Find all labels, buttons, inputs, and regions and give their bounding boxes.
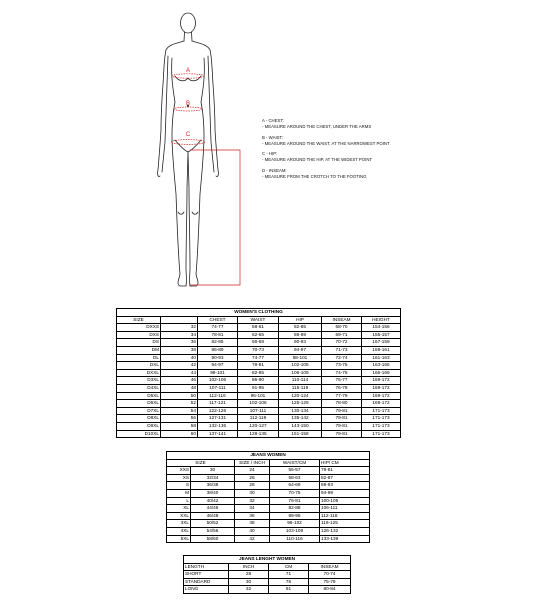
- table-cell: 78-81: [238, 362, 279, 370]
- table-header-row: [167, 459, 370, 467]
- column-header: SIZE: [167, 459, 235, 467]
- figure-knees: [178, 212, 198, 214]
- figure-head: [181, 13, 196, 33]
- table-cell: 106-111: [320, 505, 370, 513]
- table-cell: 96-102: [270, 520, 320, 528]
- table-cell: 46: [161, 377, 198, 385]
- table-cell: 32: [161, 324, 198, 332]
- table-cell: 169-172: [362, 400, 401, 408]
- legend-item-hip: [262, 151, 530, 163]
- legend-desc: - MEASURE FROM THE CROTCH TO THE FOOTING: [262, 173, 367, 179]
- table-cell: D8XL: [117, 415, 161, 423]
- table-cell: 38: [235, 520, 270, 528]
- table-row: [117, 362, 401, 370]
- figure-body-sides: [172, 58, 205, 286]
- table-cell: 103-109: [270, 527, 320, 535]
- table-cell: 70-75: [270, 489, 320, 497]
- table-row: [167, 482, 370, 490]
- column-header: INSEAM: [309, 563, 351, 571]
- table-cell: 96-101: [238, 392, 279, 400]
- column-header: CM: [269, 563, 309, 571]
- table-cell: 125-129: [279, 400, 322, 408]
- table-cell: D7XL: [117, 407, 161, 415]
- table-cell: D5XL: [117, 392, 161, 400]
- chest-measure-line: [172, 74, 204, 78]
- measurement-legend: [262, 118, 530, 184]
- table-cell: 62-65: [238, 331, 279, 339]
- table-row: [167, 489, 370, 497]
- table-cell: 90-93: [198, 354, 238, 362]
- table-cell: 107-111: [198, 384, 238, 392]
- table-row: [117, 415, 401, 423]
- table-cell: 60: [161, 430, 198, 438]
- table-cell: 98-101: [198, 369, 238, 377]
- table-title: WOMEN'S CLOTHING: [117, 309, 401, 317]
- table-header-row: [184, 563, 351, 571]
- table-cell: S: [167, 482, 191, 490]
- table-cell: 78-81: [198, 331, 238, 339]
- table-cell: 71-73: [322, 346, 362, 354]
- table-cell: 68-70: [322, 324, 362, 332]
- table-cell: 58-63: [270, 474, 320, 482]
- table-cell: 81: [269, 586, 309, 594]
- figure-label-b: B: [185, 101, 191, 107]
- table-title-row: [184, 556, 351, 564]
- table-title: JEANS LENGHT WOMEN: [184, 556, 351, 564]
- table-cell: 86-90: [238, 377, 279, 385]
- table-cell: 155-157: [362, 331, 401, 339]
- table-cell: XS: [167, 474, 191, 482]
- column-header: HEIGHT: [362, 316, 401, 324]
- table-cell: 117-121: [198, 400, 238, 408]
- legend-desc: - MEASURE AROUND THE HIP, AT THE WIDEST POINT: [262, 157, 373, 163]
- column-header: [161, 316, 198, 324]
- table-cell: M: [167, 489, 191, 497]
- table-cell: 171-173: [362, 430, 401, 438]
- table-cell: 76: [269, 578, 309, 586]
- table-cell: 30: [229, 578, 269, 586]
- womens-clothing-table: [116, 308, 401, 438]
- legend-desc: - MEASURE AROUND THE WAIST, AT THE NARROWEST POINT: [262, 140, 390, 146]
- table-cell: D6XL: [117, 400, 161, 408]
- table-cell: 77-79: [322, 392, 362, 400]
- table-cell: 119-125: [320, 520, 370, 528]
- table-cell: 30: [191, 467, 235, 475]
- table-cell: 169-172: [362, 392, 401, 400]
- table-cell: 75-79: [309, 578, 351, 586]
- table-row: [117, 384, 401, 392]
- table-cell: 112-119: [238, 415, 279, 423]
- table-row: [117, 422, 401, 430]
- table-cell: 120-124: [279, 392, 322, 400]
- column-header: INCH: [229, 563, 269, 571]
- table-cell: 110-116: [270, 535, 320, 543]
- table-cell: 56: [161, 415, 198, 423]
- table-cell: 157-159: [362, 339, 401, 347]
- table-cell: 154-156: [362, 324, 401, 332]
- column-header: SIZE / INCH: [235, 459, 270, 467]
- table-cell: 40/42: [191, 497, 235, 505]
- legend-desc: - MEASURE AROUND THE CHEST, UNDER THE ARMS: [262, 124, 372, 129]
- table-cell: 102-105: [279, 362, 322, 370]
- table-cell: 86-89: [198, 346, 238, 354]
- table-cell: 102-106: [198, 377, 238, 385]
- table-row: [117, 339, 401, 347]
- table-cell: 166-169: [362, 369, 401, 377]
- table-cell: L: [167, 497, 191, 505]
- table-row: [167, 512, 370, 520]
- table-cell: 137-141: [198, 430, 238, 438]
- table-cell: 46/48: [191, 512, 235, 520]
- table-cell: 30: [235, 489, 270, 497]
- table-cell: D3XL: [117, 377, 161, 385]
- table-row: [117, 324, 401, 332]
- table-cell: 112-118: [320, 512, 370, 520]
- table-cell: 82-85: [198, 339, 238, 347]
- table-cell: 91-95: [238, 384, 279, 392]
- table-cell: 69-71: [322, 331, 362, 339]
- table-cell: D4XL: [117, 384, 161, 392]
- table-cell: 74-77: [238, 354, 279, 362]
- figure-label-a: A: [185, 68, 191, 74]
- table-title-row: [167, 452, 370, 460]
- table-cell: 120-127: [238, 422, 279, 430]
- table-cell: 128-135: [238, 430, 279, 438]
- table-cell: 82-85: [279, 324, 322, 332]
- legend-item-chest: [262, 118, 530, 130]
- table-cell: 133-139: [320, 535, 370, 543]
- table-cell: 79-81: [322, 422, 362, 430]
- table-cell: 135-142: [279, 415, 322, 423]
- table-cell: 107-111: [238, 407, 279, 415]
- table-cell: 171-173: [362, 415, 401, 423]
- table-cell: XL: [167, 505, 191, 513]
- table-cell: 76-81: [270, 497, 320, 505]
- table-cell: 94-97: [279, 346, 322, 354]
- table-cell: 143-150: [279, 422, 322, 430]
- table-cell: 50: [161, 392, 198, 400]
- table-cell: 78-80: [322, 400, 362, 408]
- table-cell: D9XL: [117, 422, 161, 430]
- table-row: [117, 331, 401, 339]
- table-cell: 79-81: [322, 407, 362, 415]
- table-cell: 79-81: [322, 430, 362, 438]
- inseam-measure-line: [190, 150, 240, 285]
- column-header: WAIST/CM: [270, 459, 320, 467]
- column-header: INSEAM: [322, 316, 362, 324]
- table-cell: 169-172: [362, 377, 401, 385]
- table-cell: 94-97: [198, 362, 238, 370]
- table-cell: DL: [117, 354, 161, 362]
- table-cell: 32: [229, 586, 269, 594]
- table-cell: 34: [235, 505, 270, 513]
- table-cell: 42: [235, 535, 270, 543]
- table-cell: 171-173: [362, 407, 401, 415]
- table-cell: 32/34: [191, 474, 235, 482]
- column-header: SIZE: [117, 316, 161, 324]
- table-cell: 110-114: [279, 377, 322, 385]
- table-cell: 52: [161, 400, 198, 408]
- table-cell: 73-75: [322, 362, 362, 370]
- table-cell: 3XL: [167, 520, 191, 528]
- table-cell: 72-74: [322, 354, 362, 362]
- legend-title: C - HIP:: [262, 151, 278, 157]
- table-cell: 161-163: [362, 354, 401, 362]
- table-cell: 82-85: [238, 369, 279, 377]
- table-cell: 40: [235, 527, 270, 535]
- table-cell: 88-93: [320, 482, 370, 490]
- column-header: HIP/ CM: [320, 459, 370, 467]
- table-cell: 50/52: [191, 520, 235, 528]
- table-row: [167, 505, 370, 513]
- table-cell: 40: [161, 354, 198, 362]
- table-cell: DXXL: [117, 369, 161, 377]
- table-cell: 130-134: [279, 407, 322, 415]
- table-cell: 80-84: [309, 586, 351, 594]
- table-cell: 122-126: [198, 407, 238, 415]
- table-cell: 126-132: [320, 527, 370, 535]
- table-cell: 32: [235, 497, 270, 505]
- table-row: [117, 354, 401, 362]
- table-cell: 82-87: [320, 474, 370, 482]
- table-cell: SHORT: [184, 571, 229, 579]
- table-cell: 36/38: [191, 482, 235, 490]
- table-cell: DXL: [117, 362, 161, 370]
- table-cell: 54/56: [191, 527, 235, 535]
- table-cell: 34: [161, 331, 198, 339]
- table-row: [167, 527, 370, 535]
- table-cell: 159-161: [362, 346, 401, 354]
- table-cell: 24: [235, 467, 270, 475]
- table-row: [167, 520, 370, 528]
- table-row: [167, 474, 370, 482]
- table-cell: 58-61: [238, 324, 279, 332]
- table-cell: 112-116: [198, 392, 238, 400]
- table-row: [167, 467, 370, 475]
- table-cell: 75-77: [322, 377, 362, 385]
- body-measurement-figure: [150, 12, 260, 294]
- table-title: JEANS WOMEN: [167, 452, 370, 460]
- table-cell: 28: [229, 571, 269, 579]
- column-header: WAIST: [238, 316, 279, 324]
- table-cell: LONG: [184, 586, 229, 594]
- table-cell: 42: [161, 362, 198, 370]
- column-header: LENGTH: [184, 563, 229, 571]
- table-cell: 79-81: [322, 415, 362, 423]
- table-row: [117, 369, 401, 377]
- table-cell: 54: [161, 407, 198, 415]
- table-cell: 86-89: [279, 331, 322, 339]
- table-cell: STANDARD: [184, 578, 229, 586]
- table-cell: 132-136: [198, 422, 238, 430]
- table-row: [117, 392, 401, 400]
- table-cell: 76-78: [322, 384, 362, 392]
- table-row: [184, 586, 351, 594]
- table-cell: 100-105: [320, 497, 370, 505]
- table-cell: D10XL: [117, 430, 161, 438]
- table-cell: 70-72: [322, 339, 362, 347]
- table-cell: 5XL: [167, 535, 191, 543]
- figure-label-c: C: [185, 132, 191, 138]
- table-cell: 171-173: [362, 422, 401, 430]
- table-cell: 169-172: [362, 384, 401, 392]
- table-cell: XXL: [167, 512, 191, 520]
- table-cell: 82-88: [270, 505, 320, 513]
- table-cell: 44/46: [191, 505, 235, 513]
- table-cell: 58: [161, 422, 198, 430]
- table-cell: 38: [161, 346, 198, 354]
- table-cell: 38/40: [191, 489, 235, 497]
- jeans-women-table: [166, 451, 370, 543]
- table-row: [117, 377, 401, 385]
- table-cell: DM: [117, 346, 161, 354]
- table-cell: 70-73: [238, 346, 279, 354]
- table-cell: 151-158: [279, 430, 322, 438]
- legend-item-inseam: [262, 168, 530, 180]
- table-cell: 74-77: [198, 324, 238, 332]
- table-cell: 106-109: [279, 369, 322, 377]
- table-cell: 79-81: [320, 467, 370, 475]
- table-cell: 102-106: [238, 400, 279, 408]
- legend-title: A - CHEST:: [262, 118, 284, 123]
- table-cell: DXS: [117, 331, 161, 339]
- table-cell: 36: [161, 339, 198, 347]
- table-cell: 64-69: [270, 482, 320, 490]
- table-cell: 89-95: [270, 512, 320, 520]
- table-cell: 48: [161, 384, 198, 392]
- table-row: [184, 578, 351, 586]
- legend-title: D - INSEAM:: [262, 167, 287, 173]
- table-cell: 163-165: [362, 362, 401, 370]
- table-cell: XXS: [167, 467, 191, 475]
- legend-title: B - WAIST:: [262, 134, 283, 140]
- table-cell: 115-119: [279, 384, 322, 392]
- column-header: HIP: [279, 316, 322, 324]
- table-cell: DS: [117, 339, 161, 347]
- table-title-row: [117, 309, 401, 317]
- table-row: [184, 571, 351, 579]
- table-cell: 4XL: [167, 527, 191, 535]
- table-header-row: [117, 316, 401, 324]
- table-cell: 44: [161, 369, 198, 377]
- table-cell: 127-131: [198, 415, 238, 423]
- table-cell: 74-76: [322, 369, 362, 377]
- table-row: [117, 430, 401, 438]
- table-cell: 66-69: [238, 339, 279, 347]
- table-row: [117, 407, 401, 415]
- table-cell: 58/60: [191, 535, 235, 543]
- table-cell: 71: [269, 571, 309, 579]
- table-cell: 36: [235, 512, 270, 520]
- table-cell: 90-93: [279, 339, 322, 347]
- table-cell: 26: [235, 474, 270, 482]
- table-row: [167, 497, 370, 505]
- legend-item-waist: [262, 135, 530, 147]
- table-row: [117, 346, 401, 354]
- table-cell: 28: [235, 482, 270, 490]
- table-row: [167, 535, 370, 543]
- hip-measure-line: [171, 140, 205, 145]
- column-header: CHEST: [198, 316, 238, 324]
- table-cell: 98-101: [279, 354, 322, 362]
- table-cell: 70-74: [309, 571, 351, 579]
- table-cell: 55-57: [270, 467, 320, 475]
- jeans-length-table: [183, 555, 351, 594]
- table-cell: DXXS: [117, 324, 161, 332]
- waist-measure-line: [174, 107, 202, 111]
- table-row: [117, 400, 401, 408]
- table-cell: 94-99: [320, 489, 370, 497]
